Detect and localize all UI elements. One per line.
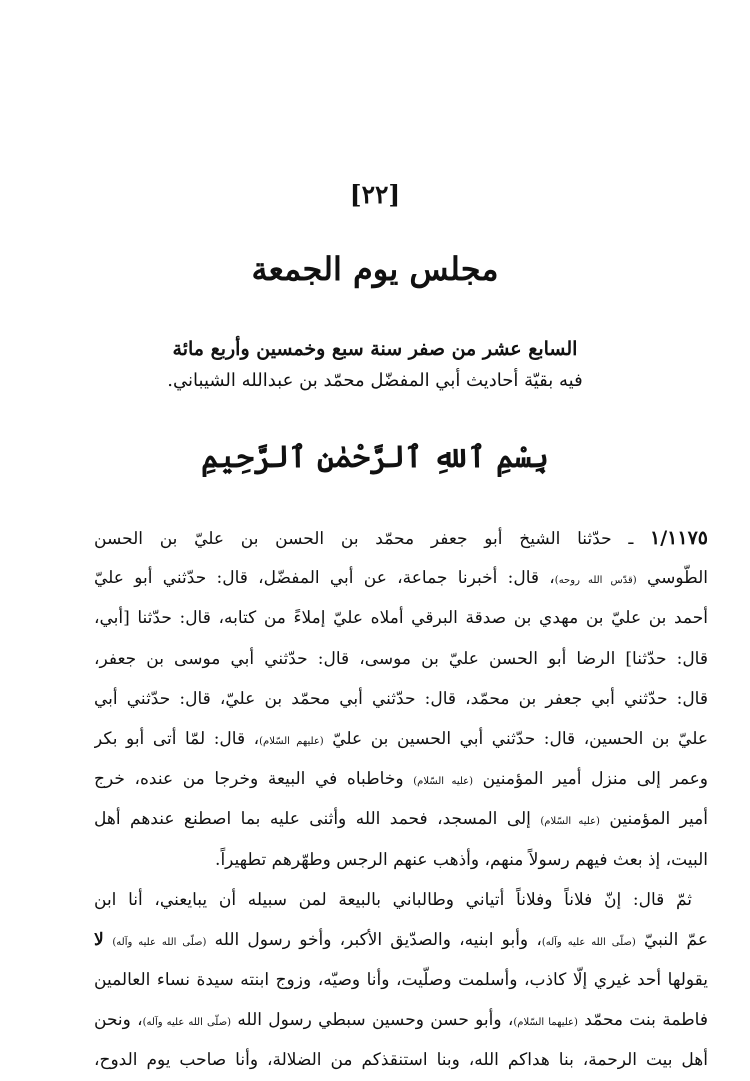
hadith-number: ١/١١٧٥ <box>650 527 708 549</box>
honorific: (عليهما السّلام) <box>513 1017 578 1029</box>
body-line-11 <box>94 920 708 960</box>
session-subtitle: فيه بقيّة أحاديث أبي المفضّل محمّد بن عبدالله الشيباني. <box>167 370 583 391</box>
body-line-text: أمير المؤمنين <box>599 809 708 830</box>
body-line-text: أهل بيت الرحمة، بنا هداكم الله، وبنا استنقذكم من الضلالة، وأنا صاحب يوم الدوح، <box>94 1050 708 1071</box>
honorific: (قدّس الله روحه) <box>554 575 637 587</box>
body-line-text: ، وأبو حسن وحسين سبطي رسول الله <box>231 1010 514 1031</box>
body-line-1 <box>94 518 708 558</box>
body-line-text: قال: حدّثني أبي جعفر بن محمّد، قال: حدّثني أبي محمّد بن عليّ، قال: حدّثني أبي <box>94 688 708 709</box>
body-line-text: ، ونحن <box>94 1010 143 1031</box>
body-line-9 <box>94 840 708 880</box>
body-line-14 <box>94 1040 708 1080</box>
body-line-text: البيت، إذ بعث فيهم رسولاً منهم، وأذهب عنهم الرجس وطهّرهم تطهيراً. <box>215 849 708 870</box>
body-line-text: ، قال: أخبرنا جماعة، عن أبي المفضّل، قال: حدّثني أبو عليّ <box>94 568 555 589</box>
body-line-text: قال: حدّثنا] الرضا أبو الحسن عليّ بن موسى، قال: حدّثني أبي موسى بن جعفر، <box>94 648 708 669</box>
body-line-13 <box>94 1000 708 1040</box>
body-line-6 <box>94 719 708 759</box>
body-line-2 <box>94 558 708 598</box>
body-line-4 <box>94 639 708 679</box>
body-line-text: وخاطباه في البيعة وخرجا من عنده، خرج <box>94 769 414 790</box>
body-line-10 <box>94 880 708 920</box>
honorific: (صلّى الله عليه وآله) <box>541 936 636 948</box>
body-line-text: أحمد بن عليّ بن مهدي بن صدقة البرقي أملاه عليّ إملاءً من كتابه، قال: حدّثنا [أبي، <box>94 608 708 629</box>
body-line-text: الطّوسي <box>636 568 708 589</box>
hadith-body <box>94 518 708 1081</box>
honorific: (صلّى الله عليه وآله) <box>112 936 207 948</box>
session-title: مجلس يوم الجمعة <box>251 250 499 288</box>
body-line-text: ـ حدّثنا الشيخ أبو جعفر محمّد بن الحسن بن عليّ بن الحسن <box>94 529 651 549</box>
body-line-text: عمّ النبيّ <box>635 929 708 950</box>
body-line-text: فاطمة بنت محمّد <box>577 1010 708 1031</box>
basmala: بِسْمِ ٱللهِ ٱلرَّحْمٰنِ ٱلرَّحِيمِ <box>201 440 549 475</box>
body-line-text: ، قال: لمّا أتى أبو بكر <box>94 728 260 749</box>
body-line-text: ثمّ قال: إنّ فلاناً وفلاناً أتياني وطالباني بالبيعة لمن سبيله أن يبايعني، أنا ابن <box>94 889 692 910</box>
body-line-7 <box>94 759 708 799</box>
body-line-text: وعمر إلى منزل أمير المؤمنين <box>473 769 708 790</box>
body-line-text: يقولها أحد غيري إلّا كاذب، وأسلمت وصلّيت، وأنا وصيّه، وزوج ابنته سيدة نساء العالمين <box>94 970 708 991</box>
session-number: [٢٢] <box>349 180 401 209</box>
body-line-3 <box>94 598 708 638</box>
body-line-text: لا <box>94 929 113 950</box>
body-line-5 <box>94 679 708 719</box>
honorific: (صلّى الله عليه وآله) <box>142 1017 232 1029</box>
honorific: (عليه السّلام) <box>540 816 600 828</box>
honorific: (عليهم السّلام) <box>259 735 324 747</box>
body-line-12 <box>94 960 708 1000</box>
body-line-text: ، وأبو ابنيه، والصدّيق الأكبر، وأخو رسول الله <box>206 929 542 950</box>
body-line-text: عليّ بن الحسين، قال: حدّثني أبي الحسين بن عليّ <box>323 728 708 749</box>
body-line-text: إلى المسجد، فحمد الله وأثنى عليه بما اصطنع عندهم أهل <box>94 809 541 830</box>
body-line-8 <box>94 799 708 839</box>
honorific: (عليه السّلام) <box>413 776 474 788</box>
session-date: السابع عشر من صفر سنة سبع وخمسين وأربع مائة <box>172 338 578 360</box>
